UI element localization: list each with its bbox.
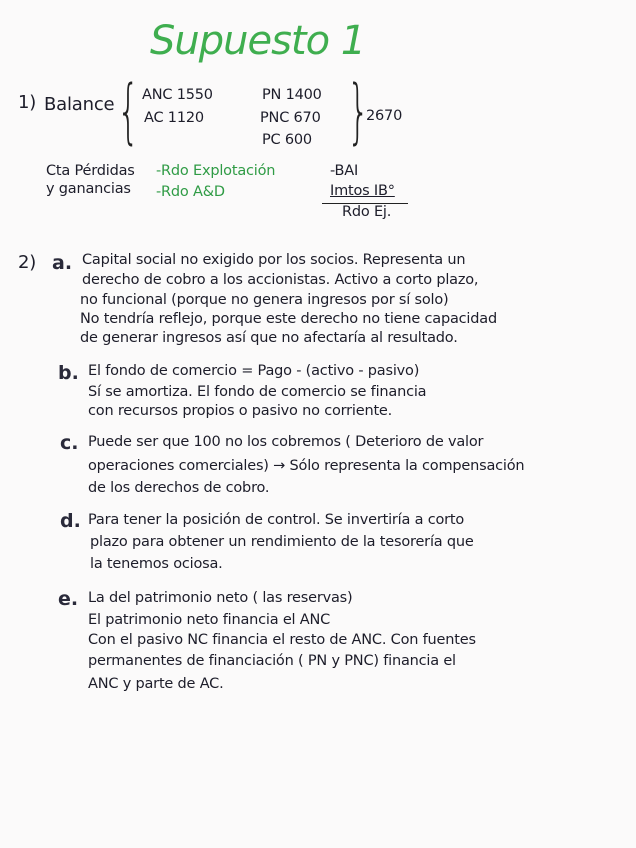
item-b-line: con recursos propios o pasivo no corriente. (88, 403, 393, 419)
cta-item-explotacion: -Rdo Explotación (156, 163, 276, 179)
result-bai: -BAI (330, 163, 359, 179)
balance-pc: PC 600 (262, 132, 312, 148)
item-c-line: Puede ser que 100 no los cobremos ( Deterioro de valor (88, 434, 484, 450)
item-d-line: plazo para obtener un rendimiento de la tesorería que (90, 534, 474, 550)
item-c-line: de los derechos de cobro. (88, 480, 270, 496)
item-a-line: derecho de cobro a los accionistas. Activo a corto plazo, (82, 272, 479, 288)
left-brace: { (117, 70, 140, 152)
item-e-line: La del patrimonio neto ( las reservas) (88, 590, 353, 606)
item-b-line: Sí se amortiza. El fondo de comercio se financia (88, 384, 427, 400)
item-e-line: El patrimonio neto financia el ANC (88, 612, 331, 628)
item-a-letter: a. (52, 252, 73, 274)
item-b-line: El fondo de comercio = Pago - (activo - pasivo) (88, 363, 420, 379)
item-a-line: de generar ingresos así que no afectaría al resultado. (80, 330, 458, 346)
section-1-number: 1) (18, 92, 37, 113)
item-d-letter: d. (60, 510, 81, 532)
result-rdo-ej: Rdo Ej. (342, 204, 392, 220)
page-title: Supuesto 1 (150, 18, 366, 64)
item-e-letter: e. (58, 588, 79, 610)
balance-pnc: PNC 670 (260, 110, 321, 126)
balance-anc: ANC 1550 (142, 87, 213, 103)
item-e-line: ANC y parte de AC. (88, 676, 224, 692)
item-e-line: Con el pasivo NC financia el resto de ANC. Con fuentes (88, 632, 476, 648)
cta-label-2: y ganancias (46, 181, 131, 197)
balance-label: Balance (44, 94, 115, 115)
item-a-line: No tendría reflejo, porque este derecho no tiene capacidad (80, 311, 497, 327)
item-c-letter: c. (60, 432, 79, 454)
balance-ac: AC 1120 (144, 110, 204, 126)
cta-label-1: Cta Pérdidas (46, 163, 135, 179)
balance-pn: PN 1400 (262, 87, 322, 103)
item-a-line: Capital social no exigido por los socios. Representa un (82, 252, 466, 268)
item-d-line: la tenemos ociosa. (90, 556, 223, 572)
balance-total: 2670 (366, 108, 403, 124)
right-brace: } (347, 70, 370, 152)
item-e-line: permanentes de financiación ( PN y PNC) financia el (88, 653, 456, 669)
item-b-letter: b. (58, 362, 79, 384)
item-a-line: no funcional (porque no genera ingresos por sí solo) (80, 292, 449, 308)
result-impuestos: Imtos IB° (330, 183, 395, 199)
cta-item-2: -Rdo A&D (156, 184, 225, 200)
item-c-line: operaciones comerciales) → Sólo representa la compensación (88, 458, 525, 474)
item-d-line: Para tener la posición de control. Se invertiría a corto (88, 512, 465, 528)
section-2-number: 2) (18, 252, 37, 273)
